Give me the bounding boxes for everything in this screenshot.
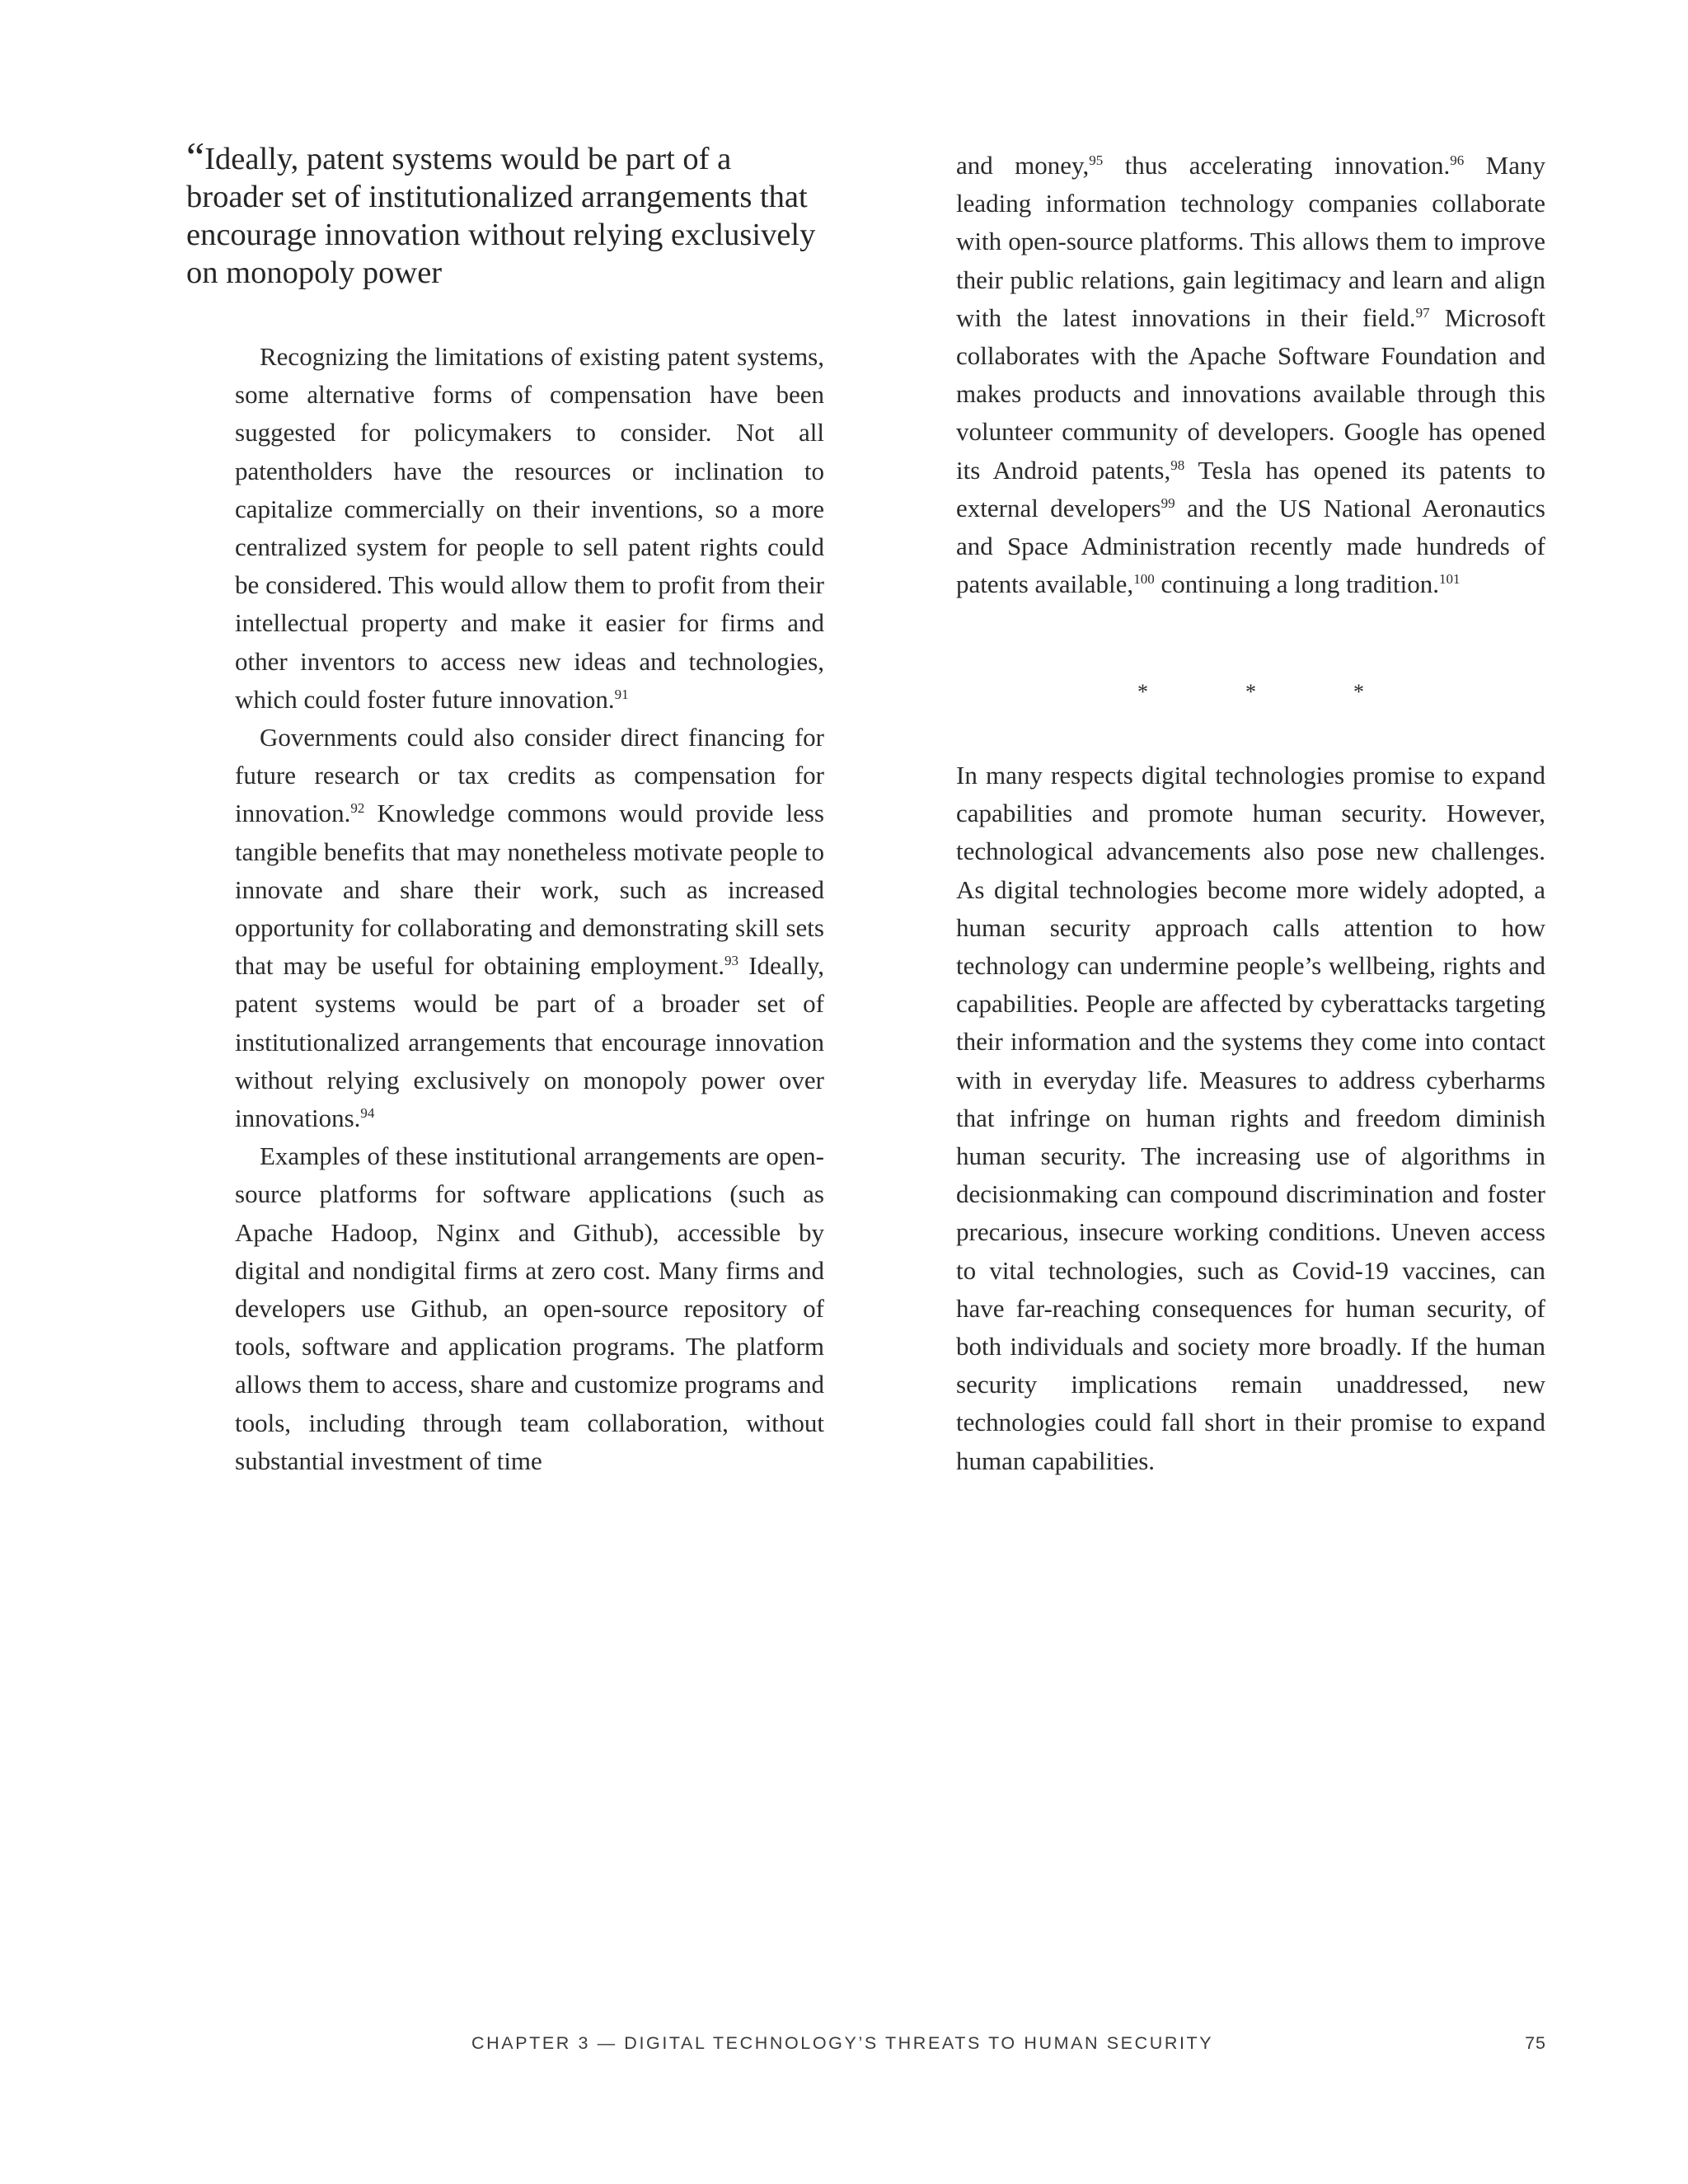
footnote-ref: 100 (1133, 571, 1155, 588)
paragraph-text: In many respects digital technologies promise to expand capabilities and promote human security. However, technological advancements also pose new challenges. As digital technologies become more widely adopted, a human security approach calls attention to how technology can undermine people’s wellbeing, rights and capabilities. People are affected by cyberattacks targeting their information and the systems they come into contact with in everyday life. Measures to address cyberharms that infringe on human rights and freedom diminish human security. The increasing use of algorithms in decisionmaking can compound discrimination and foster precarious, insecure working conditions. Uneven access to vital technologies, such as Covid-19 vaccines, can have far-reaching consequences for human security, of both individuals and society more broadly. If the human security implications remain unaddressed, new technologies could fall short in their promise to expand human capabilities. (956, 761, 1545, 1475)
body-paragraph (235, 1137, 824, 1480)
footnote-ref: 93 (724, 953, 738, 969)
paragraph-text: and the US National Aeronautics and Space Administration recently made hundreds of patents available, (956, 493, 1545, 599)
paragraph-text: Governments could also consider direct financing for future research or tax credits as compensation for innovation. (235, 723, 824, 828)
quote-mark: “ (186, 134, 205, 180)
paragraph-text: thus accelerating innovation. (1103, 151, 1451, 180)
paragraph-text: Many leading information technology companies collaborate with open-source platforms. This allows them to improve their public relations, gain legitimacy and learn and align with the latest innovations in their field. (956, 151, 1545, 332)
paragraph-text: Knowledge commons would provide less tangible benefits that may nonetheless motivate people to innovate and share their work, such as increased opportunity for collaborating and demonstrating skill sets that may be useful for obtaining employment. (235, 799, 824, 981)
separator-star: * (1137, 680, 1148, 704)
body-paragraph (956, 147, 1545, 603)
chapter-title: CHAPTER 3 — DIGITAL TECHNOLOGY’S THREATS TO HUMAN SECURITY (471, 2033, 1214, 2053)
footnote-ref: 91 (614, 686, 629, 702)
right-column-top (956, 147, 1545, 603)
page-number: 75 (1525, 2033, 1546, 2053)
paragraph-text: Ideally, patent systems would be part of a broader set of institutionalized arrangements that encourage innovation without relying exclusively on monopoly power over innovations. (235, 951, 824, 1133)
paragraph-text: Tesla has opened its patents to external developers (956, 455, 1545, 523)
pull-quote-text: Ideally, patent systems would be part of a broader set of institutionalized arrangements that encourage innovation without relying exclusively on monopoly power (186, 142, 816, 290)
section-separator (956, 680, 1545, 705)
paragraph-text: continuing a long tradition. (1154, 569, 1439, 599)
paragraph-text: Recognizing the limitations of existing patent systems, some alternative forms of compensation have been suggested for policymakers to consider. Not all patentholders have the resources or inclination to capitalize commercially on their inventions, so a more centralized system for people to sell patent rights could be considered. This would allow them to profit from their intellectual property and make it easier for firms and other inventors to access new ideas and technologies, which could foster future innovation. (235, 342, 824, 714)
pull-quote (186, 134, 821, 292)
footnote-ref: 97 (1415, 304, 1430, 321)
footnote-ref: 98 (1170, 457, 1185, 473)
body-paragraph (956, 757, 1545, 1480)
body-paragraph (235, 719, 824, 1137)
body-paragraph (235, 338, 824, 719)
right-column-bottom (956, 757, 1545, 1480)
footnote-ref: 92 (350, 800, 365, 817)
footnote-ref: 94 (360, 1105, 375, 1122)
separator-star: * (1245, 680, 1256, 704)
paragraph-text: Microsoft collaborates with the Apache Software Foundation and makes products and innovations available through this volunteer community of developers. Google has opened its Android patents, (956, 302, 1546, 485)
paragraph-text: Examples of these institutional arrangements are open-source platforms for software applications (such as Apache Hadoop, Nginx and Github), accessible by digital and nondigital firms at zero cost. Many firms and developers use Github, an open-source repository of tools, software and application programs. The platform allows them to access, share and customize programs and tools, including through team collaboration, without substantial investment of time (235, 1141, 824, 1475)
footnote-ref: 95 (1089, 152, 1104, 168)
footnote-ref: 101 (1438, 571, 1461, 588)
page-footer (0, 2030, 1688, 2063)
left-column (235, 338, 824, 1480)
separator-star: * (1353, 680, 1364, 704)
footnote-ref: 96 (1450, 152, 1465, 168)
paragraph-text: and money, (956, 151, 1090, 180)
footnote-ref: 99 (1160, 494, 1175, 511)
